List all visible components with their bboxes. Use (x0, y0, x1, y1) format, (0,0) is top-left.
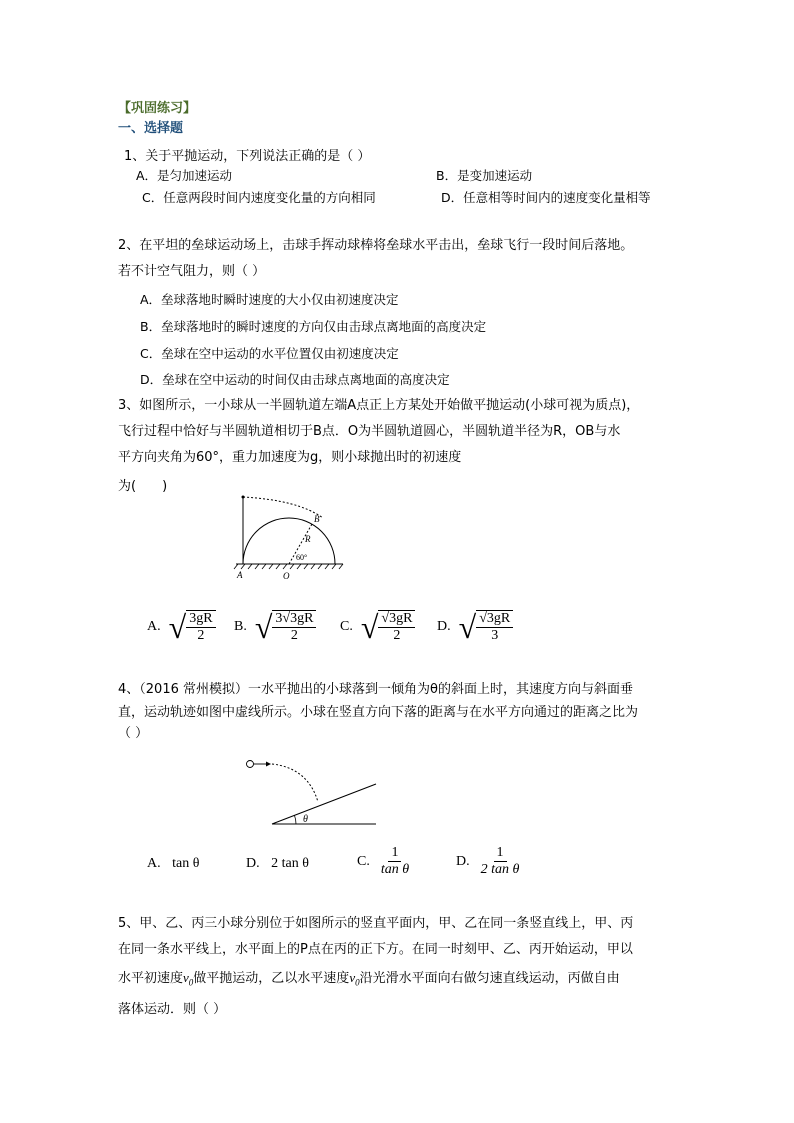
q5-line3-a: 水平初速度 (118, 971, 184, 986)
label-b: B (314, 514, 320, 524)
q4-incline-figure (238, 754, 383, 830)
trajectory-dashed (243, 497, 323, 518)
q4-d-num: 1 (494, 845, 507, 862)
ground-hatch (234, 564, 343, 569)
q1-option-a: A．是匀加速运动 (136, 168, 233, 183)
q4-a-label: A. (147, 856, 161, 871)
q4-option-b (246, 856, 309, 872)
q5-line4: 落体运动．则（ ） (118, 1002, 227, 1017)
sqrt-icon: √ (458, 609, 477, 645)
v0-symbol: $v_0$ (183, 970, 194, 988)
q3-d-den: 3 (491, 628, 499, 643)
label-theta: θ (303, 814, 308, 825)
q4-option-c (357, 845, 412, 878)
q1-stem: 1、关于平抛运动，下列说法正确的是（ ） (124, 149, 371, 164)
q3-d-num: √3gR (476, 611, 513, 628)
q4-a-text: tan θ (172, 856, 200, 871)
q3-d-label: D. (437, 619, 451, 634)
q3-line4: 为( ) (118, 479, 168, 494)
q4-line2: 直，运动轨迹如图中虚线所示。小球在竖直方向下落的距离与在水平方向通过的距离之比为 (118, 705, 639, 720)
q3-b-label: B. (234, 619, 247, 634)
q3-line2: 飞行过程中恰好与半圆轨道相切于B点．O为半圆轨道圆心，半圆轨道半径为R，OB与水 (118, 424, 621, 439)
incline-line (272, 784, 376, 824)
q3-a-den: 2 (197, 628, 205, 643)
q1-option-b: B．是变加速运动 (436, 168, 533, 183)
q3-b-den: 2 (290, 628, 298, 643)
q4-line1: 4、（2016 常州模拟）一水平抛出的小球落到一倾角为θ的斜面上时，其速度方向与斜面垂 (118, 682, 633, 697)
q3-line3: 平方向夹角为60°，重力加速度为g，则小球抛出时的初速度 (118, 450, 462, 465)
q2-option-a: A．垒球落地时瞬时速度的大小仅由初速度决定 (140, 292, 399, 307)
arrow-head-icon (266, 762, 271, 767)
q3-line1: 3、如图所示，一小球从一半圆轨道左端A点正上方某处开始做平抛运动(小球可视为质点)， (118, 398, 640, 413)
q3-b-num: 3√3gR (272, 611, 316, 628)
semicircle-track (243, 518, 335, 564)
q3-c-label: C. (340, 619, 353, 634)
q2-line1: 2、在平坦的垒球运动场上，击球手挥动球棒将垒球水平击出，垒球飞行一段时间后落地。 (118, 238, 634, 253)
label-o: O (283, 571, 290, 581)
q5-line3-c: 沿光滑水平面向右做匀速直线运动，丙做自由 (359, 971, 620, 986)
q4-b-label: D. (246, 856, 260, 871)
q4-c-den: tan θ (380, 862, 410, 877)
label-a: A (237, 570, 243, 580)
q5-line3-b: 做平抛运动，乙以水平速度 (193, 971, 350, 986)
q4-b-text: 2 tan θ (271, 856, 309, 871)
sqrt-icon: √ (254, 609, 273, 645)
q3-option-c (340, 610, 415, 644)
q4-c-label: C. (357, 853, 370, 869)
q3-a-label: A. (147, 619, 161, 634)
label-angle: 60° (296, 553, 308, 562)
q5-line3 (118, 965, 620, 996)
q3-option-a (147, 610, 216, 644)
q5-line2: 在同一条水平线上，水平面上的P点在丙的正下方。在同一时刻甲、乙、丙开始运动，甲以 (118, 942, 633, 957)
q4-c-num: 1 (388, 845, 401, 862)
label-r: R (305, 534, 311, 544)
ball-icon (247, 761, 254, 768)
q1-option-c: C．任意两段时间内速度变化量的方向相同 (142, 190, 376, 205)
section-heading: 一、选择题 (118, 121, 184, 136)
angle-arc (295, 816, 297, 825)
q3-c-num: √3gR (378, 611, 415, 628)
q3-option-b (234, 610, 316, 644)
v0-symbol-2: $v_0$ (349, 970, 360, 988)
sqrt-icon: √ (168, 609, 187, 645)
trajectory-dashed (272, 764, 318, 802)
q1-option-d: D．任意相等时间内的速度变化量相等 (441, 190, 651, 205)
q5-line1: 5、甲、乙、丙三小球分别位于如图所示的竖直平面内，甲、乙在同一条竖直线上，甲、丙 (118, 916, 634, 931)
q2-line2: 若不计空气阻力，则（ ） (118, 264, 266, 279)
q4-d-label: D. (456, 853, 470, 869)
q4-line3: （ ） (118, 726, 149, 741)
q2-option-b: B．垒球落地时的瞬时速度的方向仅由击球点离地面的高度决定 (140, 319, 487, 334)
q3-semicircle-figure (228, 492, 348, 584)
sqrt-icon: √ (360, 609, 379, 645)
q3-option-d (437, 610, 513, 644)
q3-c-den: 2 (393, 628, 401, 643)
q4-d-den: 2 tan θ (480, 862, 520, 877)
q2-option-c: C．垒球在空中运动的水平位置仅由初速度决定 (140, 346, 399, 361)
q2-option-d: D．垒球在空中运动的时间仅由击球点离地面的高度决定 (140, 372, 450, 387)
q4-option-d (456, 845, 522, 878)
q4-option-a (147, 856, 199, 872)
practice-title: 【巩固练习】 (118, 101, 197, 116)
q3-a-num: 3gR (186, 611, 215, 628)
